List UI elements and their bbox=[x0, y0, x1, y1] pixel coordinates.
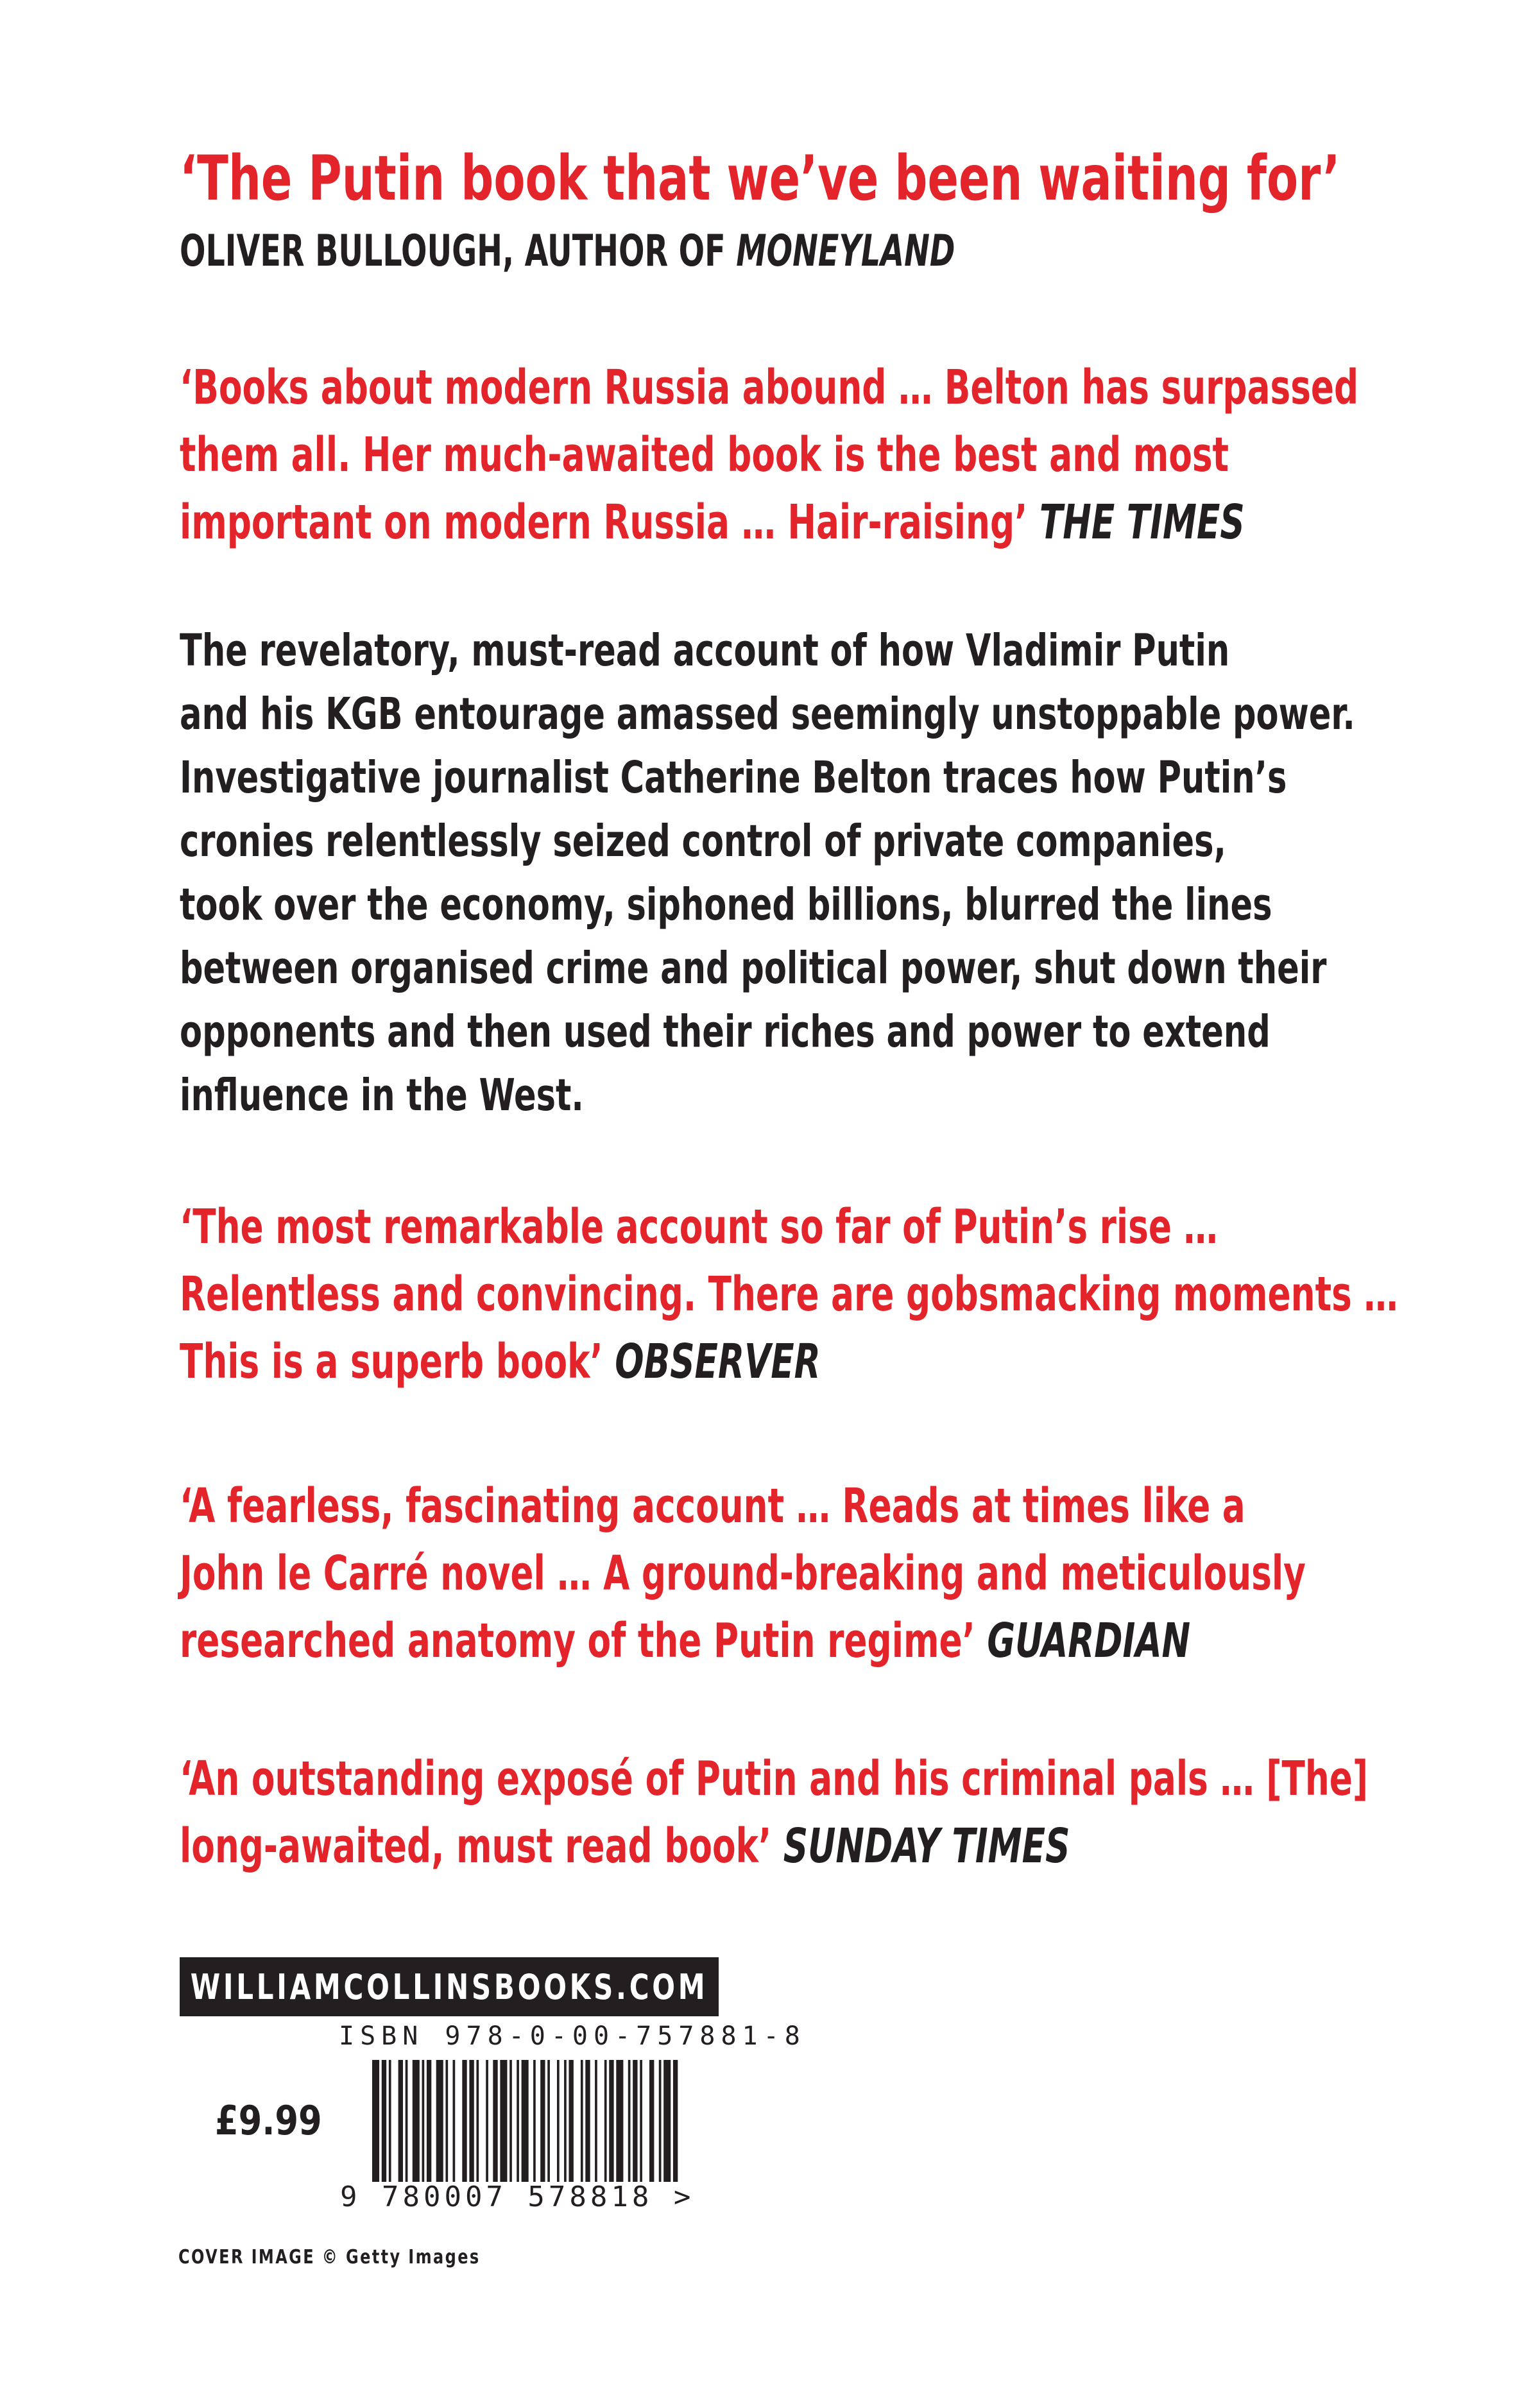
description-line: and his KGB entourage amassed seemingly unstoppable power. bbox=[180, 689, 1355, 740]
quote-line: John le Carré novel … A ground-breaking and meticulously bbox=[180, 1546, 1306, 1601]
quote-guardian bbox=[180, 1473, 1306, 1675]
quote-sunday-times bbox=[180, 1745, 1368, 1880]
barcode-icon bbox=[372, 2060, 680, 2182]
quote-source: SUNDAY TIMES bbox=[783, 1819, 1070, 1874]
quote-line: This is a superb book’ OBSERVER bbox=[180, 1334, 821, 1389]
quote-line: them all. Her much-awaited book is the best and most bbox=[180, 427, 1229, 483]
book-description bbox=[180, 619, 1355, 1128]
price: £9.99 bbox=[215, 2097, 322, 2144]
publisher-website: WILLIAMCOLLINSBOOKS.COM bbox=[190, 1966, 708, 2007]
description-line: influence in the West. bbox=[180, 1070, 584, 1121]
quote-line: researched anatomy of the Putin regime’ GUARDIAN bbox=[180, 1613, 1191, 1668]
description-line: between organised crime and political power, shut down their bbox=[180, 943, 1327, 994]
quote-the-times bbox=[180, 354, 1358, 556]
quote-source: OBSERVER bbox=[615, 1334, 821, 1389]
quote-line: ‘A fearless, fascinating account … Reads at times like a bbox=[180, 1479, 1245, 1534]
isbn-label: ISBN 978-0-00-757881-8 bbox=[339, 2021, 806, 2051]
quote-line: important on modern Russia … Hair-raising’ THE TIMES bbox=[180, 495, 1245, 550]
description-line: took over the economy, siphoned billions, blurred the lines bbox=[180, 879, 1272, 930]
attribution-book-title: MONEYLAND bbox=[736, 226, 955, 277]
quote-line: Relentless and convincing. There are gobsmacking moments … bbox=[180, 1267, 1398, 1322]
quote-line: ‘An outstanding exposé of Putin and his criminal pals … [The] bbox=[180, 1751, 1369, 1806]
description-line: cronies relentlessly seized control of private companies, bbox=[180, 816, 1226, 867]
attribution-author: OLIVER BULLOUGH, AUTHOR OF bbox=[180, 226, 737, 277]
description-line: Investigative journalist Catherine Belton traces how Putin’s bbox=[180, 752, 1287, 803]
headline-attribution bbox=[180, 225, 955, 279]
quote-observer bbox=[180, 1194, 1398, 1396]
cover-image-credit: COVER IMAGE © Getty Images bbox=[178, 2246, 481, 2268]
headline-quote: ‘The Putin book that we’ve been waiting for’ bbox=[180, 142, 1340, 214]
quote-source: GUARDIAN bbox=[987, 1613, 1191, 1668]
quote-line: ‘The most remarkable account so far of Putin’s rise … bbox=[180, 1199, 1218, 1255]
barcode-number: 9 780007 578818 > bbox=[340, 2181, 695, 2213]
publisher-website-banner bbox=[180, 1957, 719, 2016]
quote-line: long-awaited, must read book’ SUNDAY TIMES bbox=[180, 1819, 1070, 1874]
quote-source: THE TIMES bbox=[1039, 495, 1245, 550]
description-line: The revelatory, must-read account of how Vladimir Putin bbox=[180, 625, 1230, 676]
quote-line: ‘Books about modern Russia abound … Belton has surpassed bbox=[180, 360, 1359, 415]
description-line: opponents and then used their riches and power to extend bbox=[180, 1006, 1270, 1058]
